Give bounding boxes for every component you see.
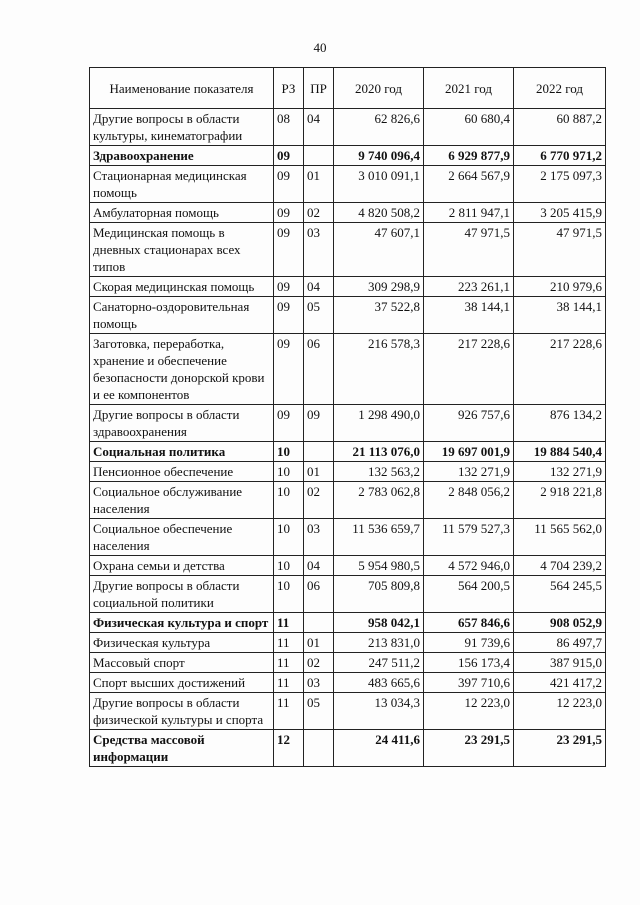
- table-row: [90, 613, 606, 633]
- table-row: [90, 223, 606, 277]
- row-name: Спорт высших достижений: [90, 673, 274, 693]
- row-value-2022: 564 245,5: [514, 576, 606, 613]
- row-pr-code: 03: [304, 673, 334, 693]
- row-value-2021: 19 697 001,9: [424, 442, 514, 462]
- row-value-2020: 21 113 076,0: [334, 442, 424, 462]
- row-rz-code: 09: [274, 405, 304, 442]
- row-value-2021: 11 579 527,3: [424, 519, 514, 556]
- row-value-2021: 23 291,5: [424, 730, 514, 767]
- row-rz-code: 10: [274, 462, 304, 482]
- row-rz-code: 10: [274, 519, 304, 556]
- row-pr-code: 06: [304, 334, 334, 405]
- row-value-2021: 4 572 946,0: [424, 556, 514, 576]
- header-name: Наименование показателя: [90, 68, 274, 109]
- row-name: Скорая медицинская помощь: [90, 277, 274, 297]
- header-2022: 2022 год: [514, 68, 606, 109]
- row-pr-code: 05: [304, 693, 334, 730]
- row-rz-code: 11: [274, 653, 304, 673]
- row-value-2020: 705 809,8: [334, 576, 424, 613]
- table-row: [90, 297, 606, 334]
- row-value-2021: 156 173,4: [424, 653, 514, 673]
- row-name: Медицинская помощь в дневных стационарах всех типов: [90, 223, 274, 277]
- row-pr-code: 01: [304, 462, 334, 482]
- row-rz-code: 09: [274, 223, 304, 277]
- row-name: Социальная политика: [90, 442, 274, 462]
- row-value-2020: 9 740 096,4: [334, 146, 424, 166]
- row-value-2020: 37 522,8: [334, 297, 424, 334]
- row-value-2020: 13 034,3: [334, 693, 424, 730]
- table-row: [90, 633, 606, 653]
- table-row: [90, 653, 606, 673]
- row-value-2020: 24 411,6: [334, 730, 424, 767]
- row-value-2022: 908 052,9: [514, 613, 606, 633]
- row-value-2021: 132 271,9: [424, 462, 514, 482]
- row-value-2021: 60 680,4: [424, 109, 514, 146]
- header-rz: РЗ: [274, 68, 304, 109]
- row-value-2021: 91 739,6: [424, 633, 514, 653]
- table-row: [90, 462, 606, 482]
- row-value-2021: 397 710,6: [424, 673, 514, 693]
- row-pr-code: 06: [304, 576, 334, 613]
- row-value-2022: 217 228,6: [514, 334, 606, 405]
- row-value-2021: 657 846,6: [424, 613, 514, 633]
- table-row: [90, 442, 606, 462]
- row-value-2020: 958 042,1: [334, 613, 424, 633]
- budget-table: [89, 67, 606, 767]
- row-value-2021: 6 929 877,9: [424, 146, 514, 166]
- row-value-2022: 12 223,0: [514, 693, 606, 730]
- row-value-2021: 2 664 567,9: [424, 166, 514, 203]
- table-body: [90, 109, 606, 767]
- row-value-2020: 5 954 980,5: [334, 556, 424, 576]
- row-pr-code: [304, 613, 334, 633]
- table-row: [90, 730, 606, 767]
- row-name: Другие вопросы в области физической культуры и спорта: [90, 693, 274, 730]
- table-row: [90, 693, 606, 730]
- row-pr-code: 02: [304, 482, 334, 519]
- table-row: [90, 482, 606, 519]
- table-row: [90, 146, 606, 166]
- table-header-row: [90, 68, 606, 109]
- row-pr-code: 02: [304, 653, 334, 673]
- row-pr-code: 04: [304, 277, 334, 297]
- row-value-2022: 19 884 540,4: [514, 442, 606, 462]
- row-value-2022: 132 271,9: [514, 462, 606, 482]
- row-name: Социальное обслуживание населения: [90, 482, 274, 519]
- row-value-2022: 876 134,2: [514, 405, 606, 442]
- row-value-2022: 47 971,5: [514, 223, 606, 277]
- row-pr-code: 01: [304, 166, 334, 203]
- row-value-2020: 483 665,6: [334, 673, 424, 693]
- header-2020: 2020 год: [334, 68, 424, 109]
- row-name: Заготовка, переработка, хранение и обеспечение безопасности донорской крови и ее компонентов: [90, 334, 274, 405]
- row-value-2022: 38 144,1: [514, 297, 606, 334]
- table-row: [90, 519, 606, 556]
- row-value-2020: 2 783 062,8: [334, 482, 424, 519]
- row-value-2020: 213 831,0: [334, 633, 424, 653]
- row-value-2020: 62 826,6: [334, 109, 424, 146]
- row-value-2021: 217 228,6: [424, 334, 514, 405]
- row-value-2020: 1 298 490,0: [334, 405, 424, 442]
- row-rz-code: 11: [274, 673, 304, 693]
- row-name: Физическая культура: [90, 633, 274, 653]
- page-number: 40: [313, 40, 327, 55]
- row-value-2022: 11 565 562,0: [514, 519, 606, 556]
- row-value-2021: 2 848 056,2: [424, 482, 514, 519]
- row-value-2021: 926 757,6: [424, 405, 514, 442]
- row-value-2022: 86 497,7: [514, 633, 606, 653]
- table-row: [90, 556, 606, 576]
- header-pr: ПР: [304, 68, 334, 109]
- row-rz-code: 10: [274, 556, 304, 576]
- row-value-2020: 11 536 659,7: [334, 519, 424, 556]
- row-name: Здравоохранение: [90, 146, 274, 166]
- row-pr-code: 03: [304, 519, 334, 556]
- row-rz-code: 11: [274, 633, 304, 653]
- row-rz-code: 10: [274, 482, 304, 519]
- row-value-2022: 60 887,2: [514, 109, 606, 146]
- row-value-2020: 247 511,2: [334, 653, 424, 673]
- row-pr-code: 03: [304, 223, 334, 277]
- row-rz-code: 09: [274, 297, 304, 334]
- row-value-2021: 564 200,5: [424, 576, 514, 613]
- row-value-2022: 210 979,6: [514, 277, 606, 297]
- row-name: Амбулаторная помощь: [90, 203, 274, 223]
- row-value-2020: 47 607,1: [334, 223, 424, 277]
- row-value-2022: 2 918 221,8: [514, 482, 606, 519]
- row-name: Другие вопросы в области культуры, кинематографии: [90, 109, 274, 146]
- row-name: Физическая культура и спорт: [90, 613, 274, 633]
- row-value-2022: 387 915,0: [514, 653, 606, 673]
- row-pr-code: [304, 442, 334, 462]
- row-value-2020: 216 578,3: [334, 334, 424, 405]
- row-value-2022: 23 291,5: [514, 730, 606, 767]
- row-name: Стационарная медицинская помощь: [90, 166, 274, 203]
- row-value-2021: 2 811 947,1: [424, 203, 514, 223]
- row-pr-code: 02: [304, 203, 334, 223]
- row-pr-code: 05: [304, 297, 334, 334]
- row-name: Санаторно-оздоровительная помощь: [90, 297, 274, 334]
- row-pr-code: 01: [304, 633, 334, 653]
- row-rz-code: 09: [274, 203, 304, 223]
- table-row: [90, 203, 606, 223]
- row-rz-code: 09: [274, 146, 304, 166]
- row-pr-code: [304, 730, 334, 767]
- table-row: [90, 334, 606, 405]
- row-value-2020: 3 010 091,1: [334, 166, 424, 203]
- row-rz-code: 12: [274, 730, 304, 767]
- row-rz-code: 10: [274, 576, 304, 613]
- row-name: Другие вопросы в области здравоохранения: [90, 405, 274, 442]
- row-value-2020: 4 820 508,2: [334, 203, 424, 223]
- header-2021: 2021 год: [424, 68, 514, 109]
- table-row: [90, 166, 606, 203]
- row-rz-code: 08: [274, 109, 304, 146]
- row-name: Пенсионное обеспечение: [90, 462, 274, 482]
- row-name: Другие вопросы в области социальной политики: [90, 576, 274, 613]
- row-rz-code: 10: [274, 442, 304, 462]
- row-pr-code: 09: [304, 405, 334, 442]
- row-name: Социальное обеспечение населения: [90, 519, 274, 556]
- row-value-2021: 38 144,1: [424, 297, 514, 334]
- row-value-2021: 47 971,5: [424, 223, 514, 277]
- row-value-2020: 309 298,9: [334, 277, 424, 297]
- row-rz-code: 09: [274, 277, 304, 297]
- table-row: [90, 405, 606, 442]
- row-value-2022: 6 770 971,2: [514, 146, 606, 166]
- row-value-2021: 223 261,1: [424, 277, 514, 297]
- row-pr-code: 04: [304, 556, 334, 576]
- table-row: [90, 277, 606, 297]
- row-pr-code: [304, 146, 334, 166]
- row-name: Массовый спорт: [90, 653, 274, 673]
- table-row: [90, 109, 606, 146]
- row-value-2020: 132 563,2: [334, 462, 424, 482]
- row-name: Охрана семьи и детства: [90, 556, 274, 576]
- row-rz-code: 09: [274, 166, 304, 203]
- row-rz-code: 11: [274, 693, 304, 730]
- row-value-2021: 12 223,0: [424, 693, 514, 730]
- table-row: [90, 673, 606, 693]
- row-value-2022: 421 417,2: [514, 673, 606, 693]
- row-rz-code: 11: [274, 613, 304, 633]
- row-rz-code: 09: [274, 334, 304, 405]
- row-value-2022: 4 704 239,2: [514, 556, 606, 576]
- row-value-2022: 3 205 415,9: [514, 203, 606, 223]
- table-row: [90, 576, 606, 613]
- row-pr-code: 04: [304, 109, 334, 146]
- row-value-2022: 2 175 097,3: [514, 166, 606, 203]
- row-name: Средства массовой информации: [90, 730, 274, 767]
